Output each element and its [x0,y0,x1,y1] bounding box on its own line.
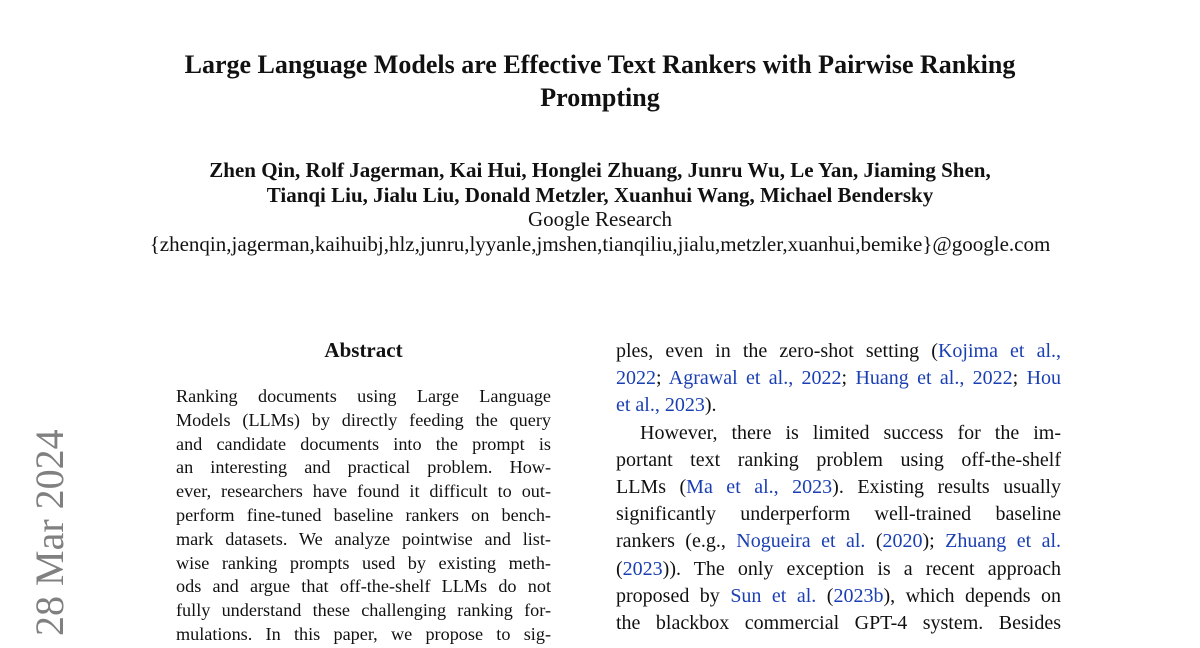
text-run: ; [1012,367,1027,390]
text-run: ( [616,557,623,580]
body-line [616,365,1061,392]
body-text-column [616,338,1061,637]
body-line [616,556,1061,583]
arxiv-date-stamp: 28 Mar 2024 [27,429,72,636]
paper-title [0,48,1200,114]
body-line [616,583,1061,610]
citation-link[interactable]: 2022 [616,367,656,390]
abstract-line: mulations. In this paper, we propose to sig- [176,623,551,644]
body-line: significantly underperform well-trained baseline [616,503,1061,526]
text-run: However, there is limited success for the im- [640,421,1061,444]
abstract-line: mark datasets. We analyze pointwise and list- [176,528,551,549]
text-run: ( [865,530,883,553]
citation-link[interactable]: Nogueira et al. [736,530,866,553]
text-run: ( [816,584,834,607]
title-line-1: Large Language Models are Effective Text Rankers with Pairwise Ranking [184,50,1016,79]
author-list [0,158,1200,208]
text-run: ). [704,394,717,417]
abstract-line: and candidate documents into the prompt is [176,433,551,454]
body-line [616,420,1061,447]
authors-line-1: Zhen Qin, Rolf Jagerman, Kai Hui, Honglei Zhuang, Junru Wu, Le Yan, Jiaming Shen, [209,158,991,182]
body-line [616,392,1061,419]
text-run: ples, even in the zero-shot setting ( [616,340,938,362]
abstract-line: ever, researchers have found it difficult to out- [176,481,551,502]
body-line: portant text ranking problem using off-the-shelf [616,448,1061,471]
text-run: LLMs ( [616,476,687,499]
affiliation: Google Research [527,207,673,231]
abstract-body [176,385,551,647]
body-line [616,338,1061,365]
text-run: rankers (e.g., [616,530,737,553]
citation-link[interactable]: Ma et al., 2023 [686,476,833,499]
text-run: ; [656,367,669,390]
body-line [616,474,1061,501]
citation-link[interactable]: Zhuang et al. [945,530,1061,553]
body-line: the blackbox commercial GPT-4 system. Besides [616,612,1061,635]
abstract-heading: Abstract [324,338,403,362]
abstract-line: fully understand these challenging ranking for- [176,600,551,621]
citation-link[interactable]: Huang et al., 2022 [855,367,1013,390]
abstract-line: Ranking documents using Large Language [176,386,551,406]
text-run: proposed by [616,584,731,607]
citation-link[interactable]: 2023b [833,584,884,607]
text-run: ). Existing results usually [832,476,1061,499]
text-run: )). The only exception is a recent approach [662,557,1061,580]
abstract-line: wise ranking prompts used by existing meth- [176,552,551,573]
authors-line-2: Tianqi Liu, Jialu Liu, Donald Metzler, Xuanhui Wang, Michael Bendersky [266,183,934,207]
abstract-line: ods and argue that off-the-shelf LLMs do not [176,576,551,597]
citation-link[interactable]: 2020 [882,530,923,553]
citation-link[interactable]: Sun et al. [730,584,817,607]
abstract-line: Models (LLMs) by directly feeding the query [176,409,551,430]
text-run: ); [922,530,946,553]
text-run: ), which depends on [883,584,1061,607]
author-emails: {zhenqin,jagerman,kaihuibj,hlz,junru,lyyanle,jmshen,tianqiliu,jialu,metzler,xuanhui,bemike}@google.com [149,232,1051,256]
body-line [616,528,1061,555]
abstract-line: an interesting and practical problem. How- [176,457,551,478]
title-line-2: Prompting [540,83,660,112]
citation-link[interactable]: Hou [1026,367,1062,390]
citation-link[interactable]: et al., 2023 [616,394,705,417]
citation-link[interactable]: 2023 [622,557,663,580]
abstract-line: perform fine-tuned baseline rankers on bench- [176,504,551,525]
citation-link[interactable]: Kojima et al., [937,340,1062,362]
citation-link[interactable]: Agrawal et al., 2022 [668,367,842,390]
text-run: ; [841,367,856,390]
